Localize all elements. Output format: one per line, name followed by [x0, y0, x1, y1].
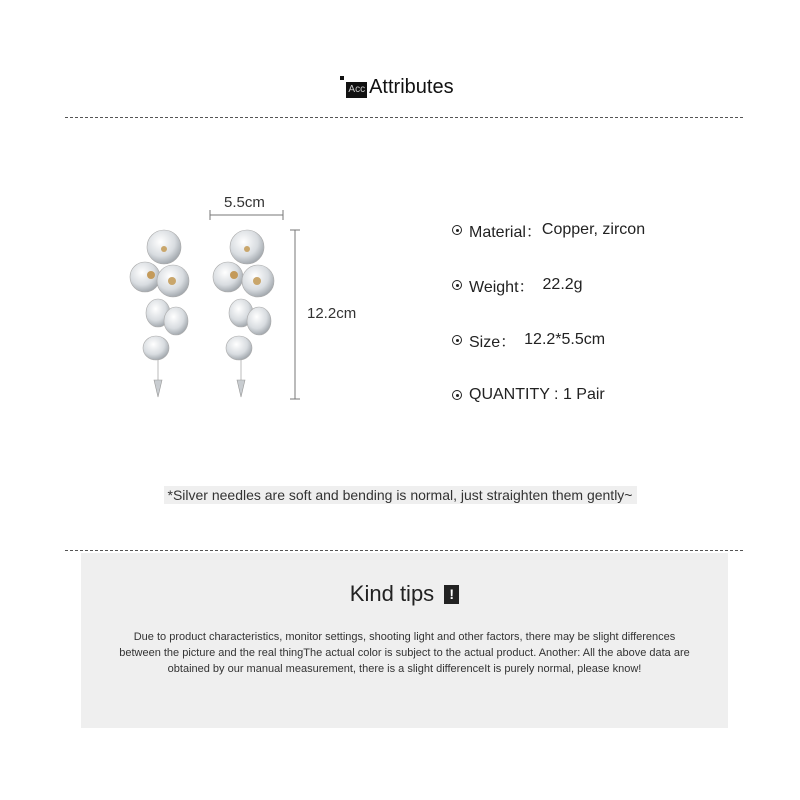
attr-size: [452, 328, 645, 352]
width-label: 5.5cm: [224, 194, 265, 211]
attr-weight: [452, 273, 645, 297]
right-earring: [213, 230, 274, 397]
left-earring: [130, 230, 189, 397]
attr-value: Copper, zircon: [541, 221, 646, 238]
attr-label: Weight：: [469, 278, 535, 296]
kind-tips-body: Due to product characteristics, monitor settings, shooting light and other factors, there may be slight differences between the picture and the real thingThe actual color is subject to the actual product. Another: All the above data are obtained by our manual measurement, there is a slight differenceIt is purely normal, please know!: [119, 631, 690, 675]
section-title: Attributes: [369, 76, 454, 98]
kind-tips-panel: [81, 553, 728, 728]
attr-value: 22.2g: [542, 276, 583, 293]
attr-label: Material：: [469, 223, 542, 241]
attr-label: QUANTITY : 1 Pair: [469, 386, 605, 403]
flower-earrings-image: [120, 185, 380, 415]
attribute-list: [452, 218, 645, 407]
attr-material: [452, 218, 645, 242]
care-note-text: *Silver needles are soft and bending is normal, just straighten them gently~: [164, 486, 637, 504]
acc-label: Acc: [346, 82, 367, 98]
product-image-area: [120, 185, 380, 415]
bullet-circle-icon: [452, 390, 462, 400]
kind-tips-heading: [81, 581, 728, 607]
bottom-divider: [65, 550, 743, 551]
attr-quantity: [452, 383, 645, 407]
top-divider: [65, 117, 743, 118]
bullet-circle-icon: [452, 335, 462, 345]
care-note: [0, 487, 800, 505]
decor-dot: [340, 76, 344, 80]
section-header: [0, 76, 800, 98]
bullet-circle-icon: [452, 225, 462, 235]
bullet-circle-icon: [452, 280, 462, 290]
warning-icon: !: [444, 585, 459, 604]
attr-label: Size：: [469, 333, 517, 351]
height-label: 12.2cm: [307, 305, 357, 322]
kind-tips-title: Kind tips: [349, 581, 435, 606]
attr-value: 12.2*5.5cm: [524, 331, 606, 348]
